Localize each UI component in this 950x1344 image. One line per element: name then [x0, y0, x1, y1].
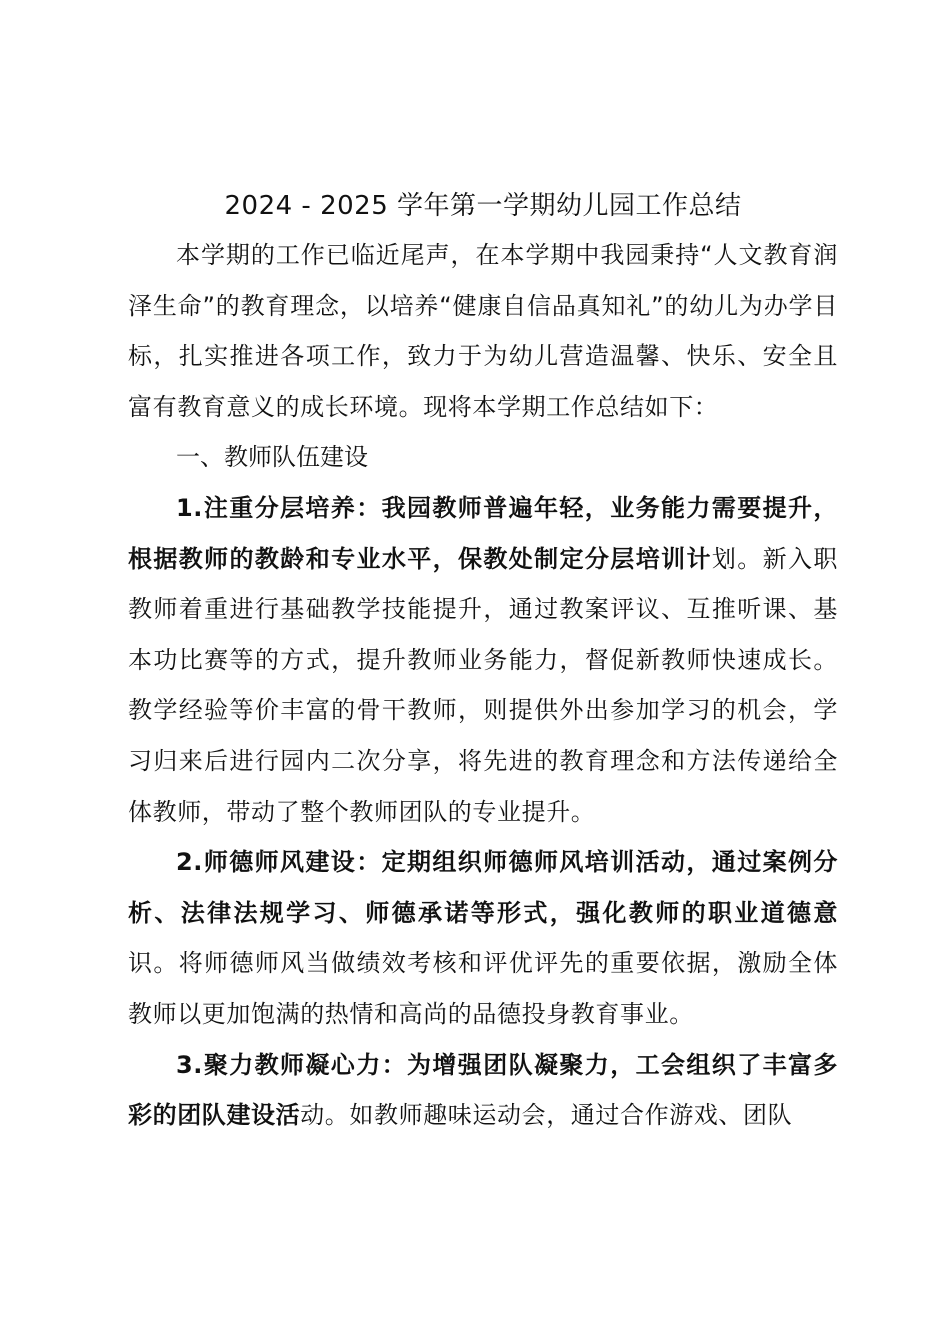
document-title: 2024 - 2025 学年第一学期幼儿园工作总结 [224, 191, 742, 221]
intro-paragraph: 本学期的工作已临近尾声，在本学期中我园秉持“人文教育润泽生命”的教育理念，以培养“健康自信品真知礼”的幼儿为办学目标，扎实推进各项工作，致力于为幼儿营造温馨、快乐、安全且富有教育意义的成长环境。现将本学期工作总结如下： [128, 241, 838, 421]
item-3-text: 动。如教师趣味运动会，通过合作游戏、团队 [300, 1101, 793, 1130]
item-paragraph-1 [128, 483, 838, 837]
item-1-bold-lead: 1.注重分层培养：我园教师普遍年轻，业务能力需要提升，根据教师的教龄和专业水平，保教处制定分层培训计 [128, 493, 838, 573]
item-3-bold-lead: 3.聚力教师凝心力：为增强团队凝聚力，工会组织了丰富多彩的团队建设活 [128, 1050, 838, 1130]
section-heading: 一、教师队伍建设 [176, 443, 368, 472]
item-1-text: 划。新入职教师着重进行基础教学技能提升，通过教案评议、互推听课、基本功比赛等的方式，提升教师业务能力，督促新教师快速成长。教学经验等价丰富的骨干教师，则提供外出参加学习的机会，学习归来后进行园内二次分享，将先进的教育理念和方法传递给全体教师，带动了整个教师团队的专业提升。 [128, 544, 838, 826]
item-2-text: 识。将师德师风当做绩效考核和评优评先的重要依据，激励全体教师以更加饱满的热情和高尚的品德投身教育事业。 [128, 949, 838, 1028]
document-page [128, 178, 838, 1141]
item-paragraph-3 [128, 1040, 838, 1141]
item-paragraph-2 [128, 837, 838, 1039]
item-2-bold-lead: 2.师德师风建设：定期组织师德师风培训活动，通过案例分析、法律法规学习、师德承诺等形式，强化教师的职业道德意 [128, 848, 838, 927]
